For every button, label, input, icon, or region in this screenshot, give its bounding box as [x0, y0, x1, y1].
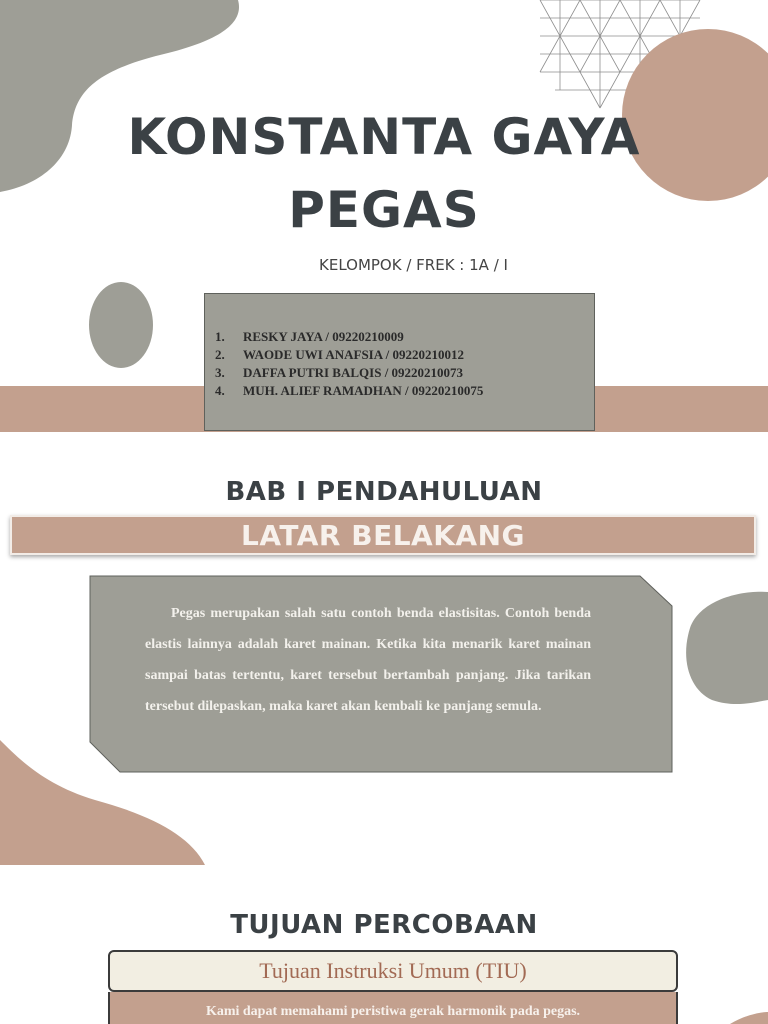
members-box: [204, 293, 595, 431]
right-blob-shape: [686, 592, 768, 704]
group-info: KELOMPOK / FREK : 1A / I: [319, 256, 508, 274]
member-number: 1.: [215, 329, 225, 344]
section-banner: LATAR BELAKANG: [10, 515, 756, 555]
member-item: [215, 364, 483, 382]
title-line-1: KONSTANTA GAYA: [127, 108, 641, 166]
bottom-right-corner-shape: [730, 1012, 768, 1024]
member-number: 3.: [215, 365, 225, 380]
member-number: 2.: [215, 347, 225, 362]
member-name: WAODE UWI ANAFSIA / 09220210012: [243, 347, 465, 362]
intro-paragraph: Pegas merupakan salah satu contoh benda elastisitas. Contoh benda elastis lainnya adalah karet mainan. Ketika kita menarik karet mainan sampai batas tertentu, karet tersebut bertambah panjang. Jika tarikan tersebut dilepaskan, maka karet akan kembali ke panjang semula.: [145, 606, 591, 714]
objective-heading: TUJUAN PERCOBAAN: [230, 910, 538, 940]
member-number: 4.: [215, 383, 225, 398]
member-name: RESKY JAYA / 09220210009: [243, 329, 404, 344]
small-oval-shape: [89, 282, 153, 368]
member-item: [215, 382, 483, 400]
tiu-label-box: Tujuan Instruksi Umum (TIU): [108, 950, 678, 992]
member-name: MUH. ALIEF RAMADHAN / 09220210075: [243, 383, 484, 398]
member-item: [215, 328, 483, 346]
title-line-2: PEGAS: [288, 181, 480, 239]
member-item: [215, 346, 483, 364]
chapter-heading: BAB I PENDAHULUAN: [225, 477, 543, 507]
members-list: [215, 328, 483, 400]
tiu-text-box: Kami dapat memahami peristiwa gerak harmonik pada pegas.: [108, 992, 678, 1024]
member-name: DAFFA PUTRI BALQIS / 09220210073: [243, 365, 464, 380]
